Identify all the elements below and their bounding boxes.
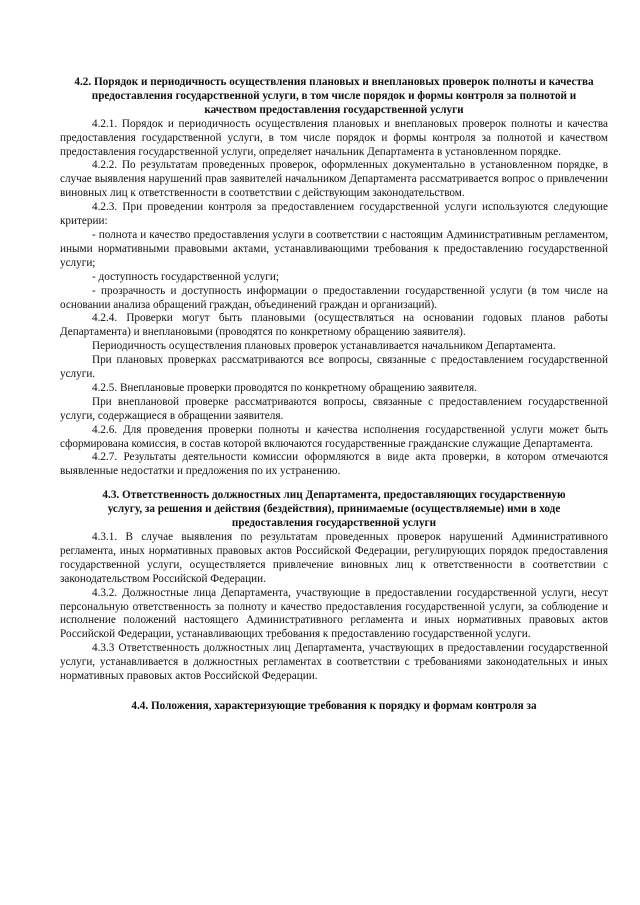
paragraph-4-3-3: 4.3.3 Ответственность должностных лиц Департамента, участвующих в предоставлении государственной услуги, устанавливается в должностных регламентах в соответствии с требованиями законодательных и иных нормативных правовых актов Российской Федерации.: [60, 642, 608, 683]
paragraph-4-3-2: 4.3.2. Должностные лица Департамента, участвующие в предоставлении государственной услуги, несут персональную ответственность за полноту и качество предоставления государственной услуги, за соблюдение и исполнение положений настоящего Административного регламента и иных нормативных правовых актов Российской Федерации, устанавливающих требования к предоставлению государственной услуги.: [60, 586, 608, 641]
paragraph-4-2-1: 4.2.1. Порядок и периодичность осуществления плановых и внеплановых проверок полноты и качества предоставления государственной услуги, в том числе порядок и формы контроля за полнотой и качеством предоставления государственной услуги, определяет начальник Департамента в установленном порядке.: [60, 117, 608, 158]
criterion-transparency: - прозрачность и доступность информации о предоставлении государственной услуги (в том числе на основании анализа обращений граждан, объединений граждан и организаций).: [60, 284, 608, 311]
paragraph-unplanned-checks: При внеплановой проверке рассматриваются вопросы, связанные с предоставлением государственной услуги, содержащиеся в обращении заявителя.: [60, 395, 608, 422]
section-4-2-heading: 4.2. Порядок и периодичность осуществления плановых и внеплановых проверок полноты и качества предоставления государственной услуги, в том числе порядок и формы контроля за полнотой и качеством предоставления государственной услуги: [74, 76, 594, 116]
paragraph-4-2-7: 4.2.7. Результаты деятельности комиссии оформляются в виде акта проверки, в котором отмечаются выявленные недостатки и предложения по их устранению.: [60, 451, 608, 478]
paragraph-4-2-4: 4.2.4. Проверки могут быть плановыми (осуществляться на основании годовых планов работы Департамента) и внеплановыми (проводятся по конкретному обращению заявителя).: [60, 312, 608, 339]
document-page: [60, 76, 608, 714]
paragraph-periodicity: Периодичность осуществления плановых проверок устанавливается начальником Департамента.: [92, 340, 556, 353]
section-4-4-heading: 4.4. Положения, характеризующие требования к порядку и формам контроля за: [131, 699, 537, 712]
paragraph-4-3-1: 4.3.1. В случае выявления по результатам проведенных проверок нарушений Административного регламента, иных нормативных правовых актов Российской Федерации, регулирующих порядок предоставления государственной услуги, осуществляется привлечение виновных лиц к ответственности в соответствии с законодательством Российской Федерации.: [60, 531, 608, 585]
criterion-completeness: - полнота и качество предоставления услуги в соответствии с настоящим Административным регламентом, иными нормативными правовыми актами, устанавливающими требования к предоставлению государственной услуги;: [60, 228, 608, 269]
criterion-availability: - доступность государственной услуги;: [92, 270, 279, 283]
section-4-3-heading: 4.3. Ответственность должностных лиц Департамента, предоставляющих государственную услугу, за решения и действия (бездействия), принимаемые (осуществляемые) ими в ходе предоставления государственной услуги: [102, 489, 566, 530]
paragraph-4-2-6: 4.2.6. Для проведения проверки полноты и качества исполнения государственной услуги может быть сформирована комиссия, в состав которой включаются государственные гражданские служащие Департамента.: [60, 423, 608, 450]
paragraph-4-2-5: 4.2.5. Внеплановые проверки проводятся по конкретному обращению заявителя.: [92, 381, 477, 394]
paragraph-planned-checks: При плановых проверках рассматриваются все вопросы, связанные с предоставлением государственной услуги.: [60, 354, 608, 381]
paragraph-4-2-3: 4.2.3. При проведении контроля за предоставлением государственной услуги используются следующие критерии:: [60, 201, 608, 228]
paragraph-4-2-2: 4.2.2. По результатам проведенных проверок, оформленных документально в установленном порядке, в случае выявления нарушений прав заявителей начальником Департамента рассматривается вопрос о привлечении виновных лиц к ответственности в соответствии с действующим законодательством.: [60, 159, 608, 200]
